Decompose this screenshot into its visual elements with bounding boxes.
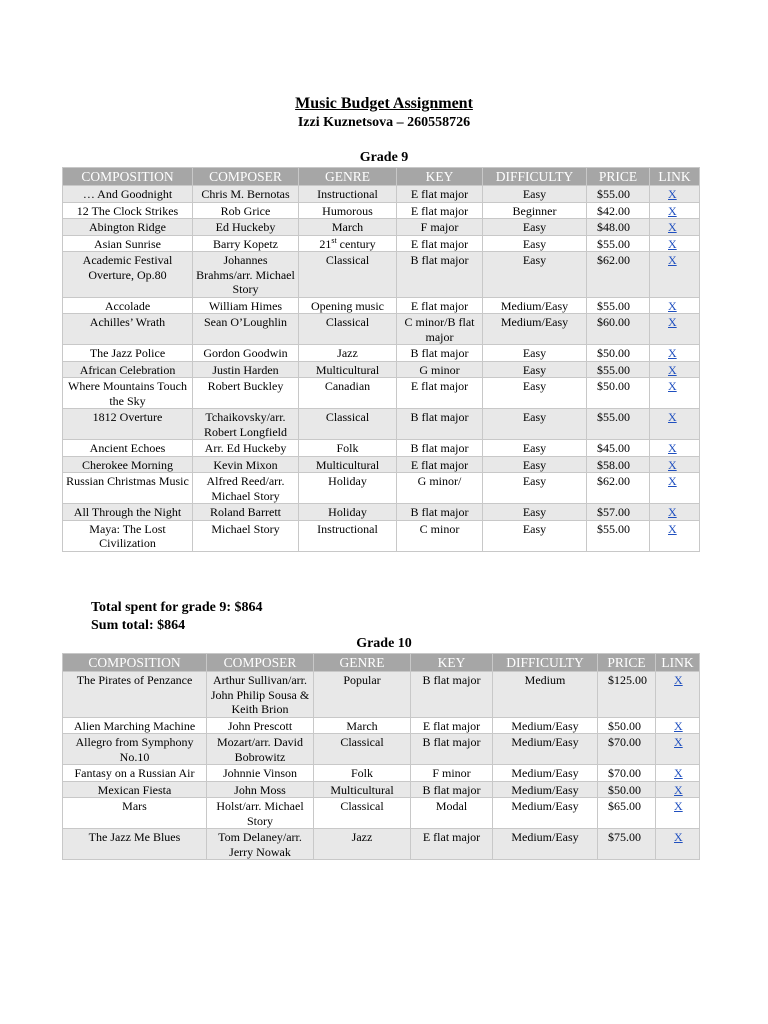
link-x[interactable]: X — [668, 298, 677, 313]
table-row — [63, 440, 700, 457]
price-cell: $55.00 — [587, 409, 650, 440]
key-cell: F minor — [411, 765, 493, 782]
difficulty-cell: Easy — [483, 252, 587, 298]
price-cell: $55.00 — [587, 297, 650, 314]
key-cell: E flat major — [397, 202, 483, 219]
table-row — [63, 717, 700, 734]
link-cell — [650, 504, 700, 521]
grade9-heading: Grade 9 — [359, 150, 409, 165]
table-row — [63, 456, 700, 473]
composer-cell: Barry Kopetz — [193, 235, 299, 252]
price-cell: $55.00 — [587, 361, 650, 378]
link-cell — [650, 520, 700, 551]
composition-cell: Asian Sunrise — [63, 235, 193, 252]
price-cell: $45.00 — [587, 440, 650, 457]
link-x[interactable]: X — [668, 441, 677, 455]
price-cell: $70.00 — [598, 765, 656, 782]
difficulty-cell: Medium/Easy — [493, 765, 598, 782]
difficulty-cell: Easy — [483, 440, 587, 457]
genre-cell: Instructional — [299, 520, 397, 551]
composition-cell: Mars — [63, 798, 207, 829]
column-header-key: KEY — [411, 654, 493, 672]
link-cell — [650, 297, 700, 314]
genre-cell: Jazz — [314, 829, 411, 860]
composer-cell: Chris M. Bernotas — [193, 186, 299, 203]
link-x[interactable]: X — [668, 187, 677, 201]
difficulty-cell: Medium/Easy — [493, 781, 598, 798]
difficulty-cell: Easy — [483, 456, 587, 473]
price-cell: $125.00 — [598, 672, 656, 718]
genre-cell: Jazz — [299, 345, 397, 362]
genre-cell: Popular — [314, 672, 411, 718]
composition-cell: 12 The Clock Strikes — [63, 202, 193, 219]
link-cell — [650, 235, 700, 252]
difficulty-cell: Medium/Easy — [483, 297, 587, 314]
link-cell — [650, 378, 700, 409]
key-cell: E flat major — [397, 456, 483, 473]
key-cell: E flat major — [411, 717, 493, 734]
difficulty-cell: Medium/Easy — [483, 314, 587, 345]
price-cell: $55.00 — [587, 186, 650, 203]
price-cell: $60.00 — [587, 314, 650, 345]
composition-cell: Accolade — [63, 297, 193, 314]
link-cell — [656, 717, 700, 734]
composition-cell: Allegro from Symphony No.10 — [63, 734, 207, 765]
genre-cell: Canadian — [299, 378, 397, 409]
document-title: Music Budget Assignment — [295, 95, 473, 112]
genre-cell: Holiday — [299, 504, 397, 521]
table-row — [63, 520, 700, 551]
genre-cell: Classical — [314, 798, 411, 829]
key-cell: C minor/B flat major — [397, 314, 483, 345]
link-x[interactable]: X — [668, 203, 677, 218]
composer-cell: John Prescott — [207, 717, 314, 734]
link-cell — [656, 765, 700, 782]
column-header-composition: COMPOSITION — [63, 168, 193, 186]
composition-cell: Mexican Fiesta — [63, 781, 207, 798]
composer-cell: Justin Harden — [193, 361, 299, 378]
difficulty-cell: Easy — [483, 361, 587, 378]
column-header-difficulty: DIFFICULTY — [483, 168, 587, 186]
grade10-header-row — [63, 654, 700, 672]
key-cell: F major — [397, 219, 483, 236]
genre-cell: Opening music — [299, 297, 397, 314]
link-cell — [656, 829, 700, 860]
price-cell: $50.00 — [598, 781, 656, 798]
key-cell: E flat major — [397, 297, 483, 314]
sum-total: Sum total: $864 — [91, 618, 186, 633]
difficulty-cell: Easy — [483, 520, 587, 551]
link-x[interactable]: X — [668, 220, 677, 234]
composer-cell: Sean O’Loughlin — [193, 314, 299, 345]
genre-cell: Holiday — [299, 473, 397, 504]
column-header-key: KEY — [397, 168, 483, 186]
price-cell: $57.00 — [587, 504, 650, 521]
column-header-genre: GENRE — [299, 168, 397, 186]
link-x[interactable]: X — [674, 735, 683, 749]
link-cell — [650, 409, 700, 440]
price-cell: $62.00 — [587, 473, 650, 504]
table-row — [63, 672, 700, 718]
difficulty-cell: Beginner — [483, 202, 587, 219]
link-x[interactable]: X — [674, 782, 683, 797]
column-header-composition: COMPOSITION — [63, 654, 207, 672]
grade9-body — [63, 186, 700, 552]
key-cell: B flat major — [397, 504, 483, 521]
link-x[interactable]: X — [674, 673, 683, 687]
genre-cell: Humorous — [299, 202, 397, 219]
table-row — [63, 219, 700, 236]
link-cell — [650, 440, 700, 457]
document-subtitle: Izzi Kuznetsova – 260558726 — [297, 115, 471, 130]
price-cell: $48.00 — [587, 219, 650, 236]
composer-cell: John Moss — [207, 781, 314, 798]
link-cell — [650, 252, 700, 298]
genre-cell: March — [299, 219, 397, 236]
composition-cell: Alien Marching Machine — [63, 717, 207, 734]
price-cell: $50.00 — [598, 717, 656, 734]
link-cell — [650, 186, 700, 203]
composer-cell: Ed Huckeby — [193, 219, 299, 236]
table-row — [63, 297, 700, 314]
link-cell — [656, 781, 700, 798]
key-cell: G minor — [397, 361, 483, 378]
table-row — [63, 345, 700, 362]
composition-cell: Abington Ridge — [63, 219, 193, 236]
column-header-price: PRICE — [598, 654, 656, 672]
difficulty-cell: Medium/Easy — [493, 717, 598, 734]
table-row — [63, 378, 700, 409]
grade10-heading: Grade 10 — [356, 636, 412, 651]
grade9-header-row — [63, 168, 700, 186]
link-cell — [650, 361, 700, 378]
key-cell: E flat major — [397, 378, 483, 409]
genre-cell: March — [314, 717, 411, 734]
price-cell: $65.00 — [598, 798, 656, 829]
grade10-table — [62, 653, 700, 860]
composition-cell: Academic Festival Overture, Op.80 — [63, 252, 193, 298]
link-x[interactable]: X — [668, 457, 677, 472]
link-cell — [650, 456, 700, 473]
link-x[interactable]: X — [674, 799, 683, 813]
link-x[interactable]: X — [668, 253, 677, 267]
difficulty-cell: Easy — [483, 409, 587, 440]
composition-cell: Ancient Echoes — [63, 440, 193, 457]
table-row — [63, 235, 700, 252]
composition-cell: The Jazz Me Blues — [63, 829, 207, 860]
genre-cell: Multicultural — [314, 781, 411, 798]
key-cell: B flat major — [397, 345, 483, 362]
grade9-table — [62, 167, 700, 552]
table-row — [63, 252, 700, 298]
composer-cell: Roland Barrett — [193, 504, 299, 521]
difficulty-cell: Medium/Easy — [493, 829, 598, 860]
column-header-link: LINK — [650, 168, 700, 186]
link-x[interactable]: X — [674, 830, 683, 844]
column-header-difficulty: DIFFICULTY — [493, 654, 598, 672]
composition-cell: Fantasy on a Russian Air — [63, 765, 207, 782]
genre-cell: Folk — [314, 765, 411, 782]
price-cell: $50.00 — [587, 378, 650, 409]
difficulty-cell: Medium/Easy — [493, 798, 598, 829]
composition-cell: … And Goodnight — [63, 186, 193, 203]
composer-cell: Tchaikovsky/arr. Robert Longfield — [193, 409, 299, 440]
table-row — [63, 765, 700, 782]
link-cell — [656, 798, 700, 829]
table-row — [63, 409, 700, 440]
table-row — [63, 186, 700, 203]
link-x[interactable]: X — [674, 766, 683, 780]
table-row — [63, 361, 700, 378]
composition-cell: Where Mountains Touch the Sky — [63, 378, 193, 409]
price-cell: $55.00 — [587, 520, 650, 551]
genre-cell: Multicultural — [299, 361, 397, 378]
genre-cell: Instructional — [299, 186, 397, 203]
composer-cell: Tom Delaney/arr. Jerry Nowak — [207, 829, 314, 860]
table-row — [63, 473, 700, 504]
genre-cell: Classical — [299, 252, 397, 298]
genre-cell: Classical — [299, 314, 397, 345]
key-cell: B flat major — [411, 734, 493, 765]
column-header-link: LINK — [656, 654, 700, 672]
table-row — [63, 202, 700, 219]
key-cell: C minor — [397, 520, 483, 551]
composer-cell: Holst/arr. Michael Story — [207, 798, 314, 829]
link-x[interactable]: X — [668, 236, 677, 251]
genre-cell: Classical — [314, 734, 411, 765]
link-cell — [650, 314, 700, 345]
composition-cell: Russian Christmas Music — [63, 473, 193, 504]
difficulty-cell: Easy — [483, 235, 587, 252]
composer-cell: Johnnie Vinson — [207, 765, 314, 782]
difficulty-cell: Easy — [483, 378, 587, 409]
difficulty-cell: Medium/Easy — [493, 734, 598, 765]
composer-cell: Arr. Ed Huckeby — [193, 440, 299, 457]
link-x[interactable]: X — [668, 521, 677, 536]
link-x[interactable]: X — [668, 315, 677, 329]
composition-cell: The Pirates of Penzance — [63, 672, 207, 718]
difficulty-cell: Easy — [483, 504, 587, 521]
price-cell: $62.00 — [587, 252, 650, 298]
link-x[interactable]: X — [668, 505, 677, 519]
totals-block — [91, 599, 263, 635]
genre-cell: Classical — [299, 409, 397, 440]
composition-cell: All Through the Night — [63, 504, 193, 521]
link-cell — [650, 202, 700, 219]
table-row — [63, 798, 700, 829]
key-cell: B flat major — [411, 781, 493, 798]
difficulty-cell: Easy — [483, 473, 587, 504]
link-x[interactable]: X — [668, 362, 677, 377]
composer-cell: Robert Buckley — [193, 378, 299, 409]
genre-number: 21 — [319, 236, 332, 251]
price-cell: $70.00 — [598, 734, 656, 765]
link-x[interactable]: X — [668, 379, 677, 393]
key-cell: Modal — [411, 798, 493, 829]
composition-cell: Maya: The Lost Civilization — [63, 520, 193, 551]
column-header-price: PRICE — [587, 168, 650, 186]
composition-cell: 1812 Overture — [63, 409, 193, 440]
link-cell — [650, 345, 700, 362]
key-cell: B flat major — [397, 440, 483, 457]
table-row — [63, 314, 700, 345]
key-cell: E flat major — [411, 829, 493, 860]
composition-cell: African Celebration — [63, 361, 193, 378]
table-row — [63, 781, 700, 798]
difficulty-cell: Easy — [483, 345, 587, 362]
composer-cell: Michael Story — [193, 520, 299, 551]
column-header-composer: COMPOSER — [193, 168, 299, 186]
key-cell: B flat major — [411, 672, 493, 718]
link-x[interactable]: X — [668, 410, 677, 424]
price-cell: $55.00 — [587, 235, 650, 252]
difficulty-cell: Easy — [483, 219, 587, 236]
column-header-composer: COMPOSER — [207, 654, 314, 672]
composer-cell: William Himes — [193, 297, 299, 314]
price-cell: $42.00 — [587, 202, 650, 219]
link-cell — [650, 473, 700, 504]
price-cell: $58.00 — [587, 456, 650, 473]
composer-cell: Mozart/arr. David Bobrowitz — [207, 734, 314, 765]
composer-cell: Johannes Brahms/arr. Michael Story — [193, 252, 299, 298]
genre-text: century — [336, 236, 376, 251]
genre-cell: Folk — [299, 440, 397, 457]
composition-cell: Achilles’ Wrath — [63, 314, 193, 345]
link-x[interactable]: X — [668, 346, 677, 360]
grade9-total: Total spent for grade 9: $864 — [91, 600, 263, 615]
price-cell: $50.00 — [587, 345, 650, 362]
genre-cell: Multicultural — [299, 456, 397, 473]
difficulty-cell: Medium — [493, 672, 598, 718]
genre-superscript: st — [331, 235, 337, 245]
composer-cell: Gordon Goodwin — [193, 345, 299, 362]
difficulty-cell: Easy — [483, 186, 587, 203]
key-cell: G minor/ — [397, 473, 483, 504]
table-row — [63, 829, 700, 860]
genre-cell — [299, 235, 397, 252]
composer-cell: Arthur Sullivan/arr. John Philip Sousa & Keith Brion — [207, 672, 314, 718]
link-cell — [650, 219, 700, 236]
grade10-body — [63, 672, 700, 860]
composer-cell: Alfred Reed/arr. Michael Story — [193, 473, 299, 504]
price-cell: $75.00 — [598, 829, 656, 860]
link-cell — [656, 672, 700, 718]
table-row — [63, 734, 700, 765]
link-x[interactable]: X — [668, 474, 677, 488]
composition-cell: The Jazz Police — [63, 345, 193, 362]
key-cell: E flat major — [397, 186, 483, 203]
column-header-genre: GENRE — [314, 654, 411, 672]
table-row — [63, 504, 700, 521]
link-cell — [656, 734, 700, 765]
key-cell: B flat major — [397, 252, 483, 298]
link-x[interactable]: X — [674, 718, 683, 733]
composer-cell: Rob Grice — [193, 202, 299, 219]
composer-cell: Kevin Mixon — [193, 456, 299, 473]
composition-cell: Cherokee Morning — [63, 456, 193, 473]
key-cell: E flat major — [397, 235, 483, 252]
key-cell: B flat major — [397, 409, 483, 440]
